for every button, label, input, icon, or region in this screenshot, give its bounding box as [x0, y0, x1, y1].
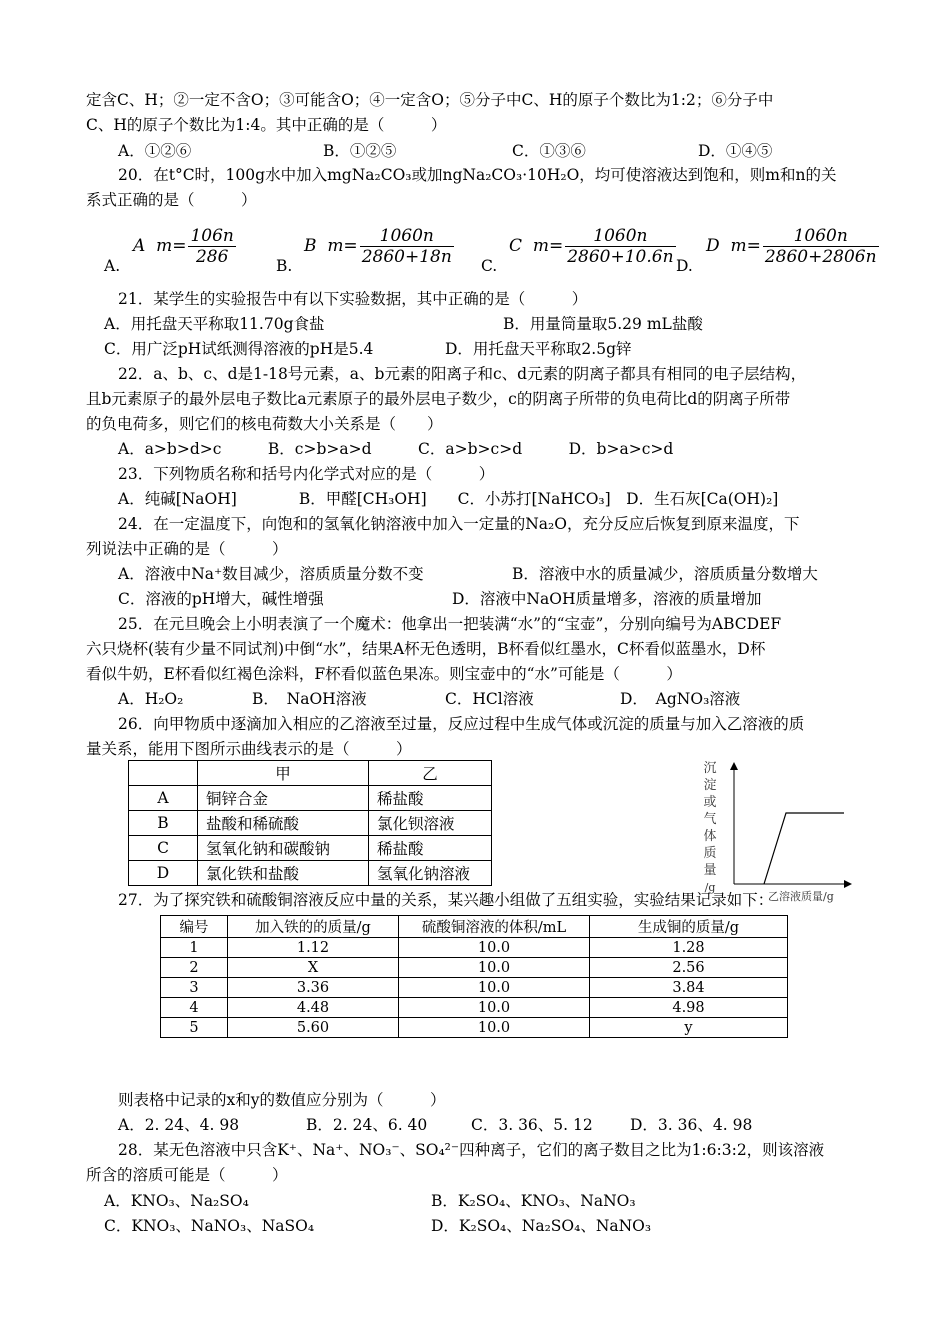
- q24-option-d[interactable]: D．溶液中NaOH质量增多，溶液的质量增加: [452, 590, 762, 608]
- table-row: [161, 938, 788, 958]
- q28-option-a[interactable]: A．KNO₃、Na₂SO₄: [104, 1192, 249, 1210]
- table-cell: 1.28: [590, 938, 788, 958]
- q26-line2: 量关系，能用下图所示曲线表示的是（ ）: [86, 740, 412, 758]
- table-cell: X: [228, 958, 399, 978]
- table-header-cell: 乙: [369, 761, 492, 786]
- q21-option-b[interactable]: B．用量筒量取5.29 mL盐酸: [503, 315, 703, 333]
- table-cell: 4.48: [228, 998, 399, 1018]
- q21-option-a[interactable]: A．用托盘天平称取11.70g食盐: [104, 315, 325, 333]
- q19-line2: C、H的原子个数比为1:4。其中正确的是（ ）: [86, 116, 447, 134]
- q22-options[interactable]: A．a>b>d>c B．c>b>a>d C．a>b>c>d D．b>a>c>d: [118, 440, 674, 458]
- q23-options[interactable]: A．纯碱[NaOH] B．甲醛[CH₃OH] C．小苏打[NaHCO₃] D．生石灰[Ca(OH)₂]: [118, 490, 779, 508]
- q27-option-c[interactable]: C．3. 36、5. 12: [471, 1116, 593, 1134]
- q20-option-c-label[interactable]: C.: [481, 257, 498, 275]
- q27-option-a[interactable]: A．2. 24、4. 98: [118, 1116, 240, 1134]
- q27-option-b[interactable]: B．2. 24、6. 40: [306, 1116, 428, 1134]
- table-header-cell: 甲: [198, 761, 369, 786]
- q20-option-a-label[interactable]: A.: [104, 257, 121, 275]
- table-cell: y: [590, 1018, 788, 1038]
- graph-svg: [696, 756, 856, 906]
- table-row: [161, 958, 788, 978]
- graph-xlabel: 乙溶液质量/g: [768, 890, 834, 903]
- q25-line1: 25．在元旦晚会上小明表演了一个魔术：他拿出一把装满“水”的“宝壶”，分别向编号为ABCDEF: [118, 615, 782, 633]
- q21-stem: 21．某学生的实验报告中有以下实验数据，其中正确的是（ ）: [118, 290, 588, 308]
- q25-line2: 六只烧杯(装有少量不同试剂)中倒“水”，结果A杯无色透明，B杯看似红墨水，C杯看似蓝墨水，D杯: [86, 640, 766, 658]
- q28-line2: 所含的溶质可能是（ ）: [86, 1166, 288, 1184]
- table-cell: 10.0: [399, 958, 590, 978]
- table-cell: 5: [161, 1018, 228, 1038]
- q24-option-a[interactable]: A．溶液中Na⁺数目减少，溶质质量分数不变: [118, 565, 424, 583]
- q28-option-b[interactable]: B．K₂SO₄、KNO₃、NaNO₃: [431, 1192, 636, 1210]
- q24-line2: 列说法中正确的是（ ）: [86, 540, 288, 558]
- q25-option-b[interactable]: B． NaOH溶液: [252, 690, 367, 708]
- q23-stem: 23．下列物质名称和括号内化学式对应的是（ ）: [118, 465, 495, 483]
- q20-line2: 系式正确的是（ ）: [86, 191, 257, 209]
- x-axis-arrow: [844, 880, 852, 888]
- q19-option-d[interactable]: D．①④⑤: [698, 142, 773, 160]
- q22-line1: 22．a、b、c、d是1-18号元素，a、b元素的阳离子和c、d元素的阴离子都具有相同的电子层结构，: [118, 365, 807, 383]
- table-cell: 1: [161, 938, 228, 958]
- q28-option-c[interactable]: C．KNO₃、NaNO₃、NaSO₄: [104, 1217, 315, 1235]
- table-cell: 1.12: [228, 938, 399, 958]
- table-cell: 氯化铁和盐酸: [198, 861, 369, 886]
- table-cell: 氯化钡溶液: [369, 811, 492, 836]
- q20-line1: 20．在t°C时，100g水中加入mgNa₂CO₃或加ngNa₂CO₃·10H₂O，均可使溶液达到饱和，则m和n的关: [118, 166, 837, 184]
- table-cell: 10.0: [399, 938, 590, 958]
- table-cell: 3.84: [590, 978, 788, 998]
- table-row: [161, 998, 788, 1018]
- q25-option-a[interactable]: A．H₂O₂: [118, 690, 184, 708]
- table-header-cell: 硫酸铜溶液的体积/mL: [399, 916, 590, 938]
- table-header-cell: 编号: [161, 916, 228, 938]
- table-cell: 铜锌合金: [198, 786, 369, 811]
- q20-option-b-label[interactable]: B.: [276, 257, 293, 275]
- table-cell: A: [129, 786, 198, 811]
- q25-line3: 看似牛奶，E杯看似红褐色涂料，F杯看似蓝色果冻。则宝壶中的“水”可能是（ ）: [86, 665, 682, 683]
- table-cell: 10.0: [399, 1018, 590, 1038]
- q28-option-d[interactable]: D．K₂SO₄、Na₂SO₄、NaNO₃: [431, 1217, 652, 1235]
- graph-ylabel: 沉 淀 或 气 体 质 量 /g: [703, 761, 717, 894]
- q20-formula-d: D m= $\frac{1060n}{2860+2806n}$: [706, 226, 877, 267]
- q27-table: [160, 915, 788, 1038]
- table-row: [129, 811, 492, 836]
- q22-line2: 且b元素原子的最外层电子数比a元素原子的最外层电子数少，c的阴离子所带的负电荷比d的阴离子所带: [86, 390, 791, 408]
- q25-option-d[interactable]: D． AgNO₃溶液: [620, 690, 741, 708]
- q20-option-d-label[interactable]: D.: [676, 257, 693, 275]
- table-cell: B: [129, 811, 198, 836]
- table-header-cell: [129, 761, 198, 786]
- q25-option-c[interactable]: C．HCl溶液: [445, 690, 534, 708]
- table-cell: 稀盐酸: [369, 786, 492, 811]
- q20-formula-c: C m= $\frac{1060n}{2860+10.6n}$: [509, 226, 674, 267]
- q21-option-c[interactable]: C．用广泛pH试纸测得溶液的pH是5.4: [104, 340, 374, 358]
- table-cell: 4.98: [590, 998, 788, 1018]
- q20-formula-b: B m= $\frac{1060n}{2860+18n}$: [304, 226, 452, 267]
- table-cell: 氢氧化钠溶液: [369, 861, 492, 886]
- q27-option-d[interactable]: D．3. 36、4. 98: [630, 1116, 753, 1134]
- table-cell: 稀盐酸: [369, 836, 492, 861]
- q28-line1: 28．某无色溶液中只含K⁺、Na⁺、NO₃⁻、SO₄²⁻四种离子，它们的离子数目之比为1:6:3:2，则该溶液: [118, 1141, 825, 1159]
- q22-line3: 的负电荷多，则它们的核电荷数大小关系是（ ）: [86, 415, 443, 433]
- table-cell: 5.60: [228, 1018, 399, 1038]
- q26-table: [128, 760, 492, 886]
- q27-question: 则表格中记录的x和y的数值应分别为（ ）: [118, 1091, 446, 1109]
- q24-line1: 24．在一定温度下，向饱和的氢氧化钠溶液中加入一定量的Na₂O，充分反应后恢复到原来温度，下: [118, 515, 800, 533]
- q19-line1: 定含C、H；②一定不含O；③可能含O；④一定含O；⑤分子中C、H的原子个数比为1:2；⑥分子中: [86, 91, 774, 109]
- q20-formula-a: A m= $\frac{106n}{286}$: [133, 226, 234, 267]
- table-cell: 4: [161, 998, 228, 1018]
- table-row: [129, 786, 492, 811]
- q24-option-c[interactable]: C．溶液的pH增大，碱性增强: [118, 590, 324, 608]
- table-cell: 10.0: [399, 978, 590, 998]
- q26-line1: 26．向甲物质中逐滴加入相应的乙溶液至过量，反应过程中生成气体或沉淀的质量与加入乙溶液的质: [118, 715, 805, 733]
- table-row: [161, 1018, 788, 1038]
- table-cell: 盐酸和稀硫酸: [198, 811, 369, 836]
- q24-option-b[interactable]: B．溶液中水的质量减少，溶质质量分数增大: [512, 565, 818, 583]
- q19-option-a[interactable]: A．①②⑥: [118, 142, 192, 160]
- table-cell: 氢氧化钠和碳酸钠: [198, 836, 369, 861]
- q21-option-d[interactable]: D．用托盘天平称取2.5g锌: [445, 340, 632, 358]
- table-cell: 2.56: [590, 958, 788, 978]
- table-row: [129, 861, 492, 886]
- table-cell: 3: [161, 978, 228, 998]
- table-cell: C: [129, 836, 198, 861]
- q27-stem: 27．为了探究铁和硫酸铜溶液反应中量的关系，某兴趣小组做了五组实验，实验结果记录如下：: [118, 891, 774, 909]
- q26-graph: [696, 756, 856, 906]
- table-row: [161, 978, 788, 998]
- q19-option-b[interactable]: B．①②⑤: [323, 142, 397, 160]
- table-header-row: [161, 916, 788, 938]
- table-cell: 10.0: [399, 998, 590, 1018]
- table-cell: D: [129, 861, 198, 886]
- table-header-cell: 加入铁的的质量/g: [228, 916, 399, 938]
- q19-option-c[interactable]: C．①③⑥: [512, 142, 586, 160]
- table-header-cell: 生成铜的质量/g: [590, 916, 788, 938]
- table-cell: 2: [161, 958, 228, 978]
- table-row: [129, 836, 492, 861]
- table-cell: 3.36: [228, 978, 399, 998]
- y-axis-arrow: [730, 762, 738, 770]
- graph-curve: [764, 813, 844, 884]
- table-header-row: [129, 761, 492, 786]
